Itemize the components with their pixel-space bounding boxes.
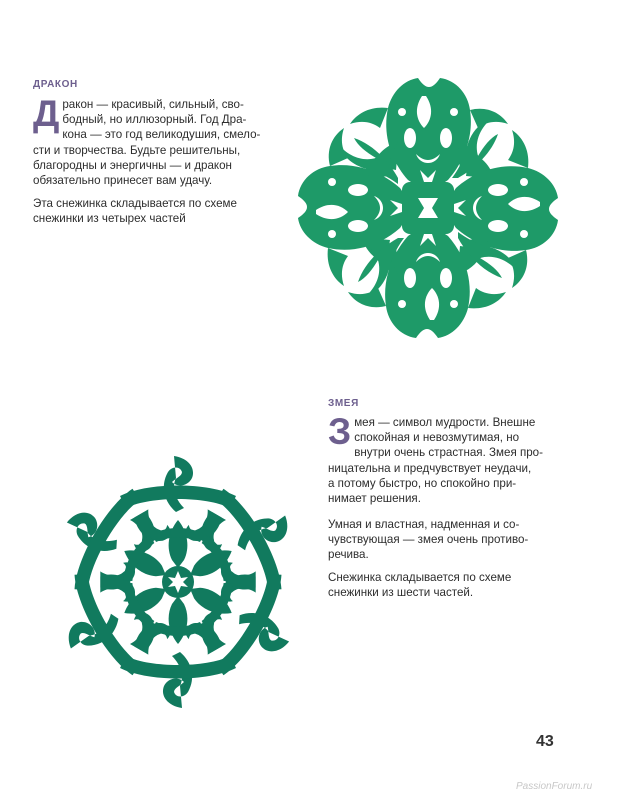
dragon-description (33, 93, 285, 188)
dragon-scheme-line-1: Эта снежинка складывается по схеме (33, 197, 237, 210)
dragon-line-1: ракон — красивый, сильный, сво- (62, 98, 244, 111)
snake-heading: ЗМЕЯ (328, 398, 359, 409)
dragon-line-6: обязательно принесет вам удачу. (33, 174, 213, 188)
snake-description (328, 411, 588, 506)
watermark-text: PassionForum.ru (516, 781, 593, 792)
dragon-line-5: благородны и энергичны — и дракон (33, 158, 232, 172)
snake-scheme-line-1: Снежинка складывается по схеме (328, 571, 512, 584)
dragon-line-3: кона — это год великодушия, смело- (62, 128, 261, 142)
page-number: 43 (536, 733, 554, 750)
dragon-line-4: сти и творчества. Будьте решительны, (33, 143, 241, 157)
dragon-dropcap: Д (33, 93, 60, 134)
snake-line-3: внутри очень страстная. Змея про- (354, 446, 543, 460)
dragon-scheme-line-2: снежинки из четырех частей (33, 212, 186, 226)
snake-p2-line-1: Умная и властная, надменная и со- (328, 518, 520, 531)
snake-scheme-line-2: снежинки из шести частей. (328, 586, 474, 600)
dragon-snowflake-image (296, 76, 560, 340)
snake-snowflake-image (46, 450, 310, 714)
dragon-scheme-note (33, 196, 285, 226)
snake-line-5: а потому быстро, но спокойно при- (328, 476, 517, 490)
snake-dropcap: З (328, 411, 352, 452)
snake-line-6: нимает решения. (328, 492, 421, 506)
snake-line-1: мея — символ мудрости. Внешне (354, 416, 536, 429)
dragon-heading: ДРАКОН (33, 79, 78, 90)
snake-scheme-note (328, 570, 588, 600)
snake-line-4: ницательна и предчувствует неудачи, (328, 461, 532, 475)
snake-p2-line-3: речива. (328, 548, 369, 562)
snake-line-2: спокойная и невозмутимая, но (354, 431, 520, 445)
snake-p2-line-2: чувствующая — змея очень противо- (328, 533, 529, 547)
dragon-line-2: бодный, но иллюзорный. Год Дра- (62, 113, 247, 127)
snake-paragraph-2 (328, 517, 588, 563)
